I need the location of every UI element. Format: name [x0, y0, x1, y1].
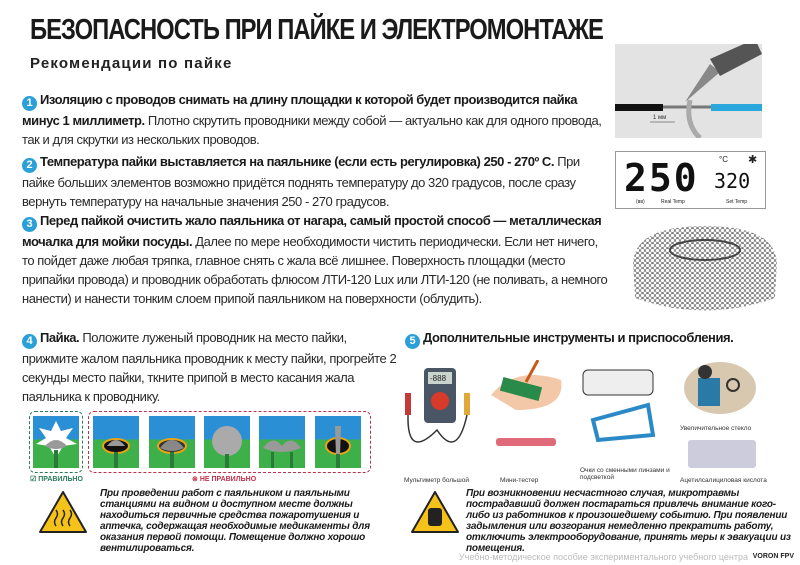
tool-label: Мини-тестер: [500, 477, 539, 484]
step-bold-text: Перед пайкой очистить жало паяльника от нагара, самый простой способ — металлическая мочалка для мойки посуды.: [22, 213, 602, 249]
multimeter-icon: [402, 365, 477, 465]
wrong-label-text: НЕ ПРАВИЛЬНО: [199, 476, 257, 483]
step-number: 1: [22, 96, 37, 111]
step-1: [22, 90, 607, 149]
step-text: При пайке больших элементов возможно придётся поднять температуру до 320 градусов, после сразу вернуть температуру на начальные значения 250 - 270 градусов.: [22, 154, 580, 209]
wrong-joint-image: [315, 416, 361, 468]
heat-icon: ✱: [748, 154, 758, 166]
wrong-joint-image: [149, 416, 195, 468]
tester-icon: [486, 360, 566, 455]
step-4: [22, 328, 400, 406]
tool-label: Мультиметр большой: [404, 477, 469, 484]
real-temp-label: Real Temp: [661, 199, 685, 205]
footer-text: Учебно-методическое пособие экспериментального учебного центра: [458, 552, 748, 562]
step-bold-text: Изоляцию с проводов снимать на длину площадки к которой будет производится пайка минус 1 миллиметр.: [22, 92, 578, 128]
wrong-joint-image: [204, 416, 250, 468]
set-temp-value: 320: [714, 169, 751, 193]
voron-fpv-logo: VORON FPV: [752, 553, 794, 560]
magnifier-glasses-icon: [578, 365, 658, 450]
correct-label: ☑ ПРАВИЛЬНО: [30, 476, 83, 483]
wire-length-label: 1 мм: [653, 115, 667, 121]
step-text: Плотно скрутить проводники между собой — актуально как для одного провода, так и для скрутки из нескольких проводов.: [22, 113, 602, 147]
correct-joint-image: [33, 416, 79, 468]
set-temp-label: Set Temp: [726, 199, 748, 205]
wrong-joint-image: [259, 416, 305, 468]
section-subtitle: Рекомендации по пайке: [30, 55, 233, 72]
step-5: [405, 328, 795, 349]
step-bold-text: Температура пайки выставляется на паяльнике (если есть регулировка) 250 - 270º С.: [40, 154, 555, 169]
correct-label-text: ПРАВИЛЬНО: [38, 476, 83, 483]
temperature-display: [615, 151, 766, 209]
step-number: 4: [22, 334, 37, 349]
wire-soldering-image: [615, 44, 762, 138]
fire-safety-warning: При проведении работ с паяльником и паяльными станциями на видном и доступном месте должны находиться первичные средства пожаротушения и аптечка, содержащая необходимые медикаменты для оказания первой помощи. Помещение должно хорошо вентилироваться.: [100, 488, 370, 554]
hot-surface-warning-icon: [38, 490, 88, 534]
step-2: [22, 152, 607, 211]
step-3: [22, 211, 612, 308]
step-bold-text: Пайка.: [40, 330, 80, 345]
multimeter-screen-text: -888: [430, 374, 447, 383]
tool-label: Очки со сменными линзами и подсветкой: [580, 467, 670, 481]
electric-shock-warning-icon: [410, 490, 460, 534]
step-number: 3: [22, 217, 37, 232]
magnifying-glass-icon: [683, 360, 758, 415]
step-text: Положите луженый проводник на место пайки, прижмите жалом паяльника проводник к месту пайки, прогрейте 2 секунды место пайки, ткните припой в место касания жала паяльника к проводнику.: [22, 330, 397, 404]
mode-label: (вв): [636, 199, 645, 205]
page-title: БЕЗОПАСНОСТЬ ПРИ ПАЙКЕ И ЭЛЕКТРОМОНТАЖЕ: [30, 14, 603, 46]
real-temp-value: 250: [624, 156, 699, 200]
wrong-joint-image: [93, 416, 139, 468]
unit-label: °C: [719, 155, 728, 164]
step-bold-text: Дополнительные инструменты и приспособления.: [423, 330, 734, 345]
wrong-label: ⊗ НЕ ПРАВИЛЬНО: [192, 476, 257, 483]
pills-icon: [688, 440, 756, 468]
tool-label: Ацетилсалициловая кислота: [680, 477, 767, 484]
tool-label: Увеличительное стекло: [680, 425, 752, 432]
step-number: 2: [22, 158, 37, 173]
step-text: Далее по мере необходимости чистить периодически. Если нет ничего, то пойдет даже любая тряпка, главное снять с жала всё лишнее. Поверхность площадки (место припайки провода) и проводник обработать флюсом ЛТИ-120 Lux или ЛТИ-120 (не поливать, а немного нанести) и нанести тонким слоем припой паяльником на поверхности (облудить).: [22, 234, 608, 306]
metal-sponge-image: [625, 218, 785, 318]
accident-warning: При возникновении несчастного случая, микротравмы пострадавший должен постараться привлечь внимание кого-либо из работников к произошедшему событию. При появлении задымления или возгорания немедленно прекратить работу, отключить электрооборудование, принять меры к эвакуации из помещения.: [466, 488, 791, 554]
step-number: 5: [405, 334, 420, 349]
